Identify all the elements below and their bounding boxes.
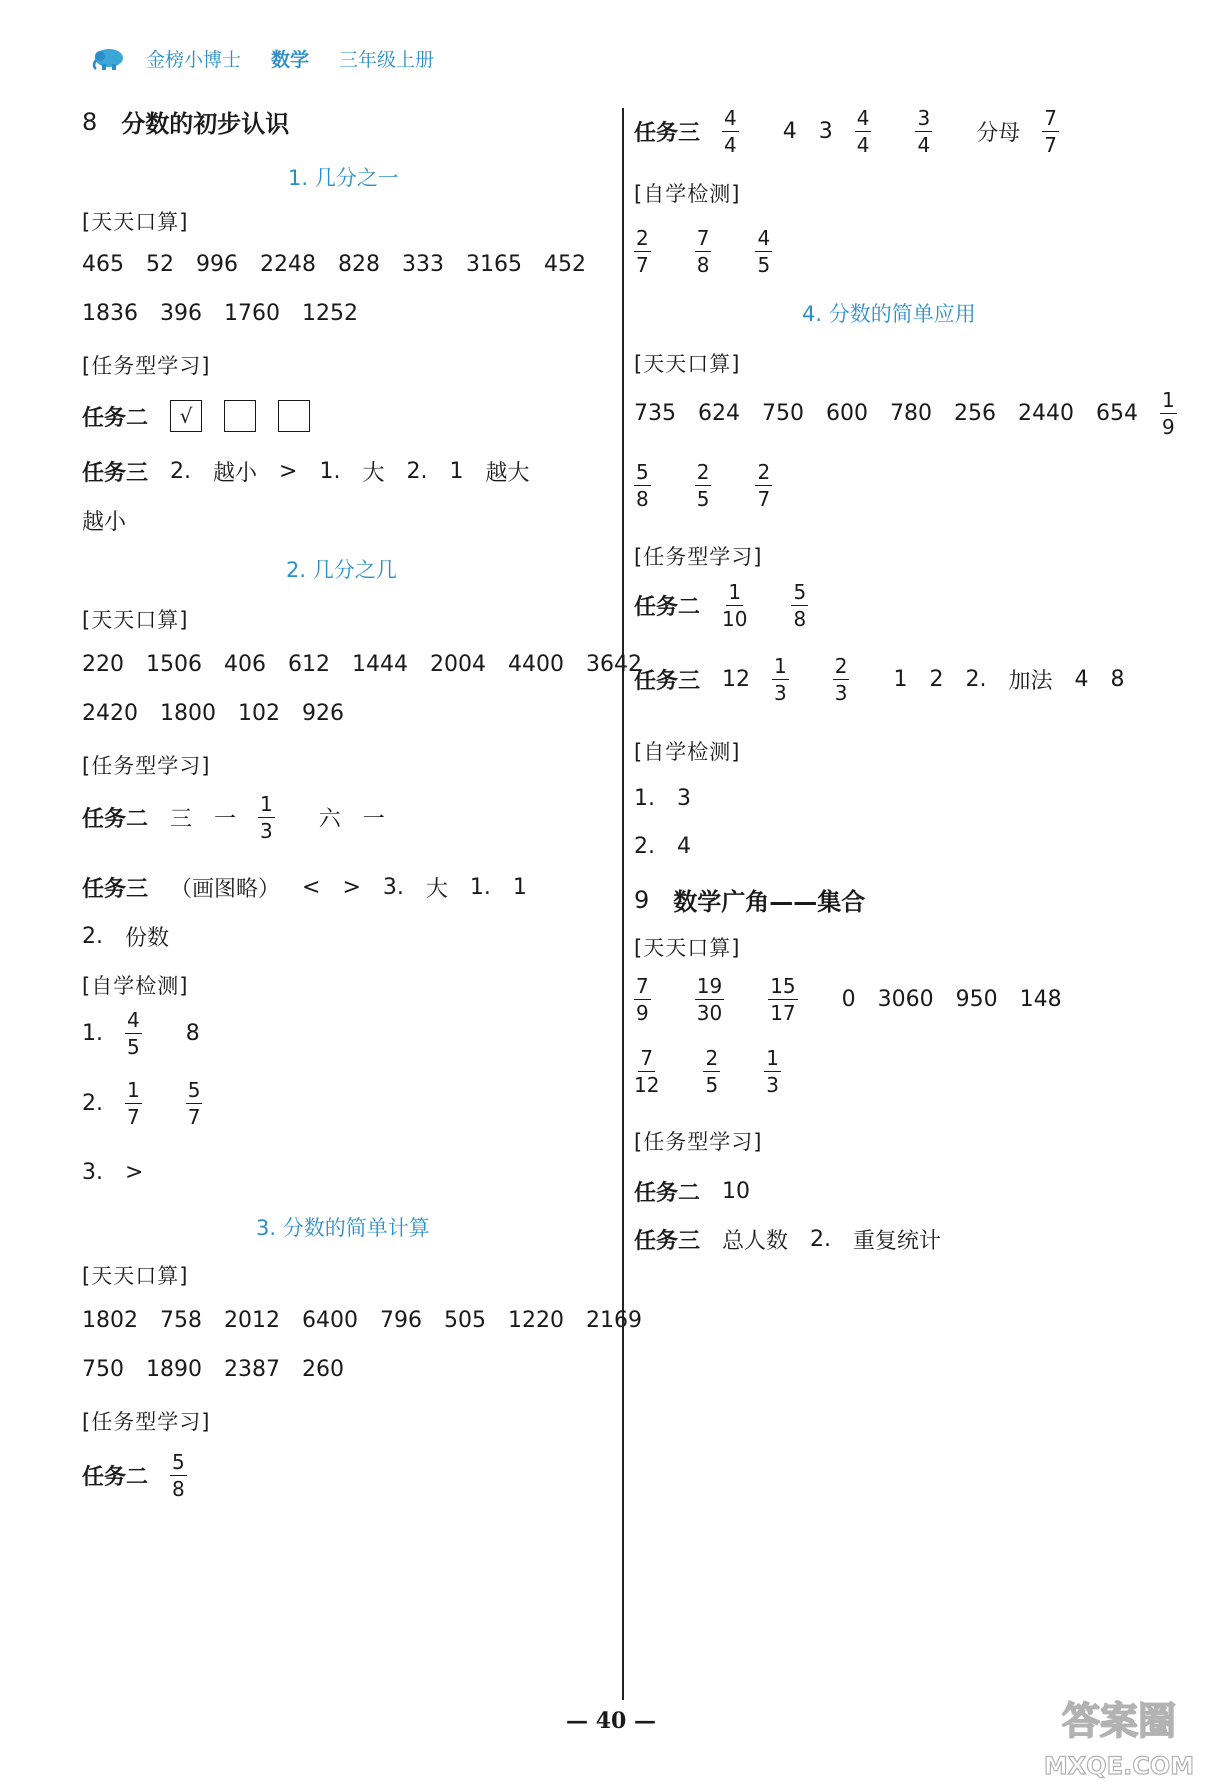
value-item: 505 [444,1308,486,1333]
value-item: 越大 [485,461,530,486]
section-title: 3. 分数的简单计算 [256,1216,430,1240]
subject: 数学 [271,48,310,71]
fraction: $\frac{1}{3}$ [260,792,273,843]
fraction: $\frac{5}{8}$ [793,580,807,631]
value-item: 102 [238,701,280,726]
tag-task-learning: [任务型学习] [82,754,211,778]
page-number: — 40 — [566,1708,656,1734]
task-row: 任务三 $\frac{4}{4}$ 4 3 $\frac{4}{4}$ $\frac{3}{4}$ 分母 $\frac{7}{7}$ [634,108,1103,155]
watermark-text: 答案圈 [1061,1699,1177,1743]
fraction: $\frac{2}{5}$ [705,1046,719,1097]
value-item: 大 [362,461,385,486]
grade: 三年级上册 [339,48,435,71]
value-item: 750 [82,1357,124,1382]
fraction: $\frac{7}{12}$ [634,1046,660,1097]
value-item: 2440 [1018,401,1074,426]
answer-row [634,462,816,509]
fraction: $\frac{1}{10}$ [722,580,748,631]
value-item: 2004 [430,652,486,677]
answer-row: 2. $\frac{1}{7}$ $\frac{5}{7}$ [82,1080,246,1127]
value-item: 1802 [82,1308,138,1333]
value-item: 1. [634,786,655,811]
fraction: $\frac{1}{7}$ [127,1078,140,1129]
tag-self-test: [自学检测] [634,740,741,764]
value-item: 52 [146,252,174,277]
answer-row [82,701,366,726]
value-item: 220 [82,652,124,677]
value-item: 406 [224,652,266,677]
section-title: 4. 分数的简单应用 [802,302,976,326]
value-item: 1220 [508,1308,564,1333]
value-item: 148 [1019,987,1062,1012]
task-row: 任务三 2. 越小 > 1. 大 2. 1 越大 [82,456,552,487]
tag-task-learning: [任务型学习] [82,354,211,378]
fraction: $\frac{2}{3}$ [834,654,848,705]
value-item: 4 [677,834,691,859]
answer-row [634,1048,825,1095]
value-item: 0 [841,987,856,1012]
chapter-heading: 9 数学广角——集合 [634,885,866,916]
value-item: 3. [382,875,404,900]
task-row: 任务二 $\frac{5}{8}$ [82,1452,231,1499]
task-row: 任务二 三 一 $\frac{1}{3}$ 六 一 [82,792,385,843]
fraction: $\frac{4}{4}$ [856,106,870,157]
task-row: 任务三 （画图略） < > 3. 大 1. 1 [82,872,549,903]
fraction: $\frac{15}{17}$ [770,974,796,1025]
value-item: 950 [955,987,998,1012]
answer-row [634,390,1221,437]
fraction: $\frac{4}{5}$ [127,1008,140,1059]
value-item: 654 [1096,401,1138,426]
answer-row [82,1357,366,1382]
fraction: $\frac{2}{7}$ [757,460,771,511]
tag-daily-calc: [天天口算] [82,1264,189,1288]
value-item: 796 [380,1308,422,1333]
value-item: 加法 [1008,669,1053,694]
value-item: 1252 [302,301,358,326]
fraction: $\frac{4}{5}$ [757,226,771,277]
fraction: $\frac{5}{8}$ [636,460,649,511]
value-item: 1444 [352,652,408,677]
value-item: 2 [929,667,944,692]
value-item: 份数 [125,926,170,951]
value-item: 465 [82,252,124,277]
value-item: 6400 [302,1308,358,1333]
task-row: 任务三 总人数 2. 重复统计 [634,1224,963,1255]
fraction: $\frac{19}{30}$ [696,974,723,1025]
value-item: 3 [677,786,691,811]
fraction: $\frac{4}{4}$ [724,106,737,157]
value-item: 大 [425,877,448,902]
value-item: 780 [890,401,932,426]
value-item: 828 [338,252,380,277]
task-row: 任务二 √ [82,400,332,432]
value-item: 总人数 [722,1229,789,1254]
value-item: 1760 [224,301,280,326]
value-item: 260 [302,1357,344,1382]
value-item: 600 [826,401,868,426]
column-divider [622,108,624,1700]
answer-row: 1. $\frac{4}{5}$ 8 [82,1008,200,1059]
value-item: 4400 [508,652,564,677]
value-item: < [302,875,321,900]
value-item: 2. [634,834,655,859]
answer-row: 3. > [82,1160,144,1185]
answer-row [82,301,380,326]
answer-row [634,834,713,859]
value-item: 越小 [213,461,258,486]
value-item: 2169 [586,1308,642,1333]
book-title: 金榜小博士 [146,48,242,71]
section-title: 2. 几分之几 [286,558,397,582]
value-item: > [279,459,298,484]
watermark-url: MXQE.COM [1044,1752,1194,1780]
section-title: 1. 几分之一 [288,166,399,190]
check-box: √ [170,400,202,432]
fraction: $\frac{7}{7}$ [1044,106,1057,157]
value-item: 996 [196,252,238,277]
value-item: 1 [893,667,908,692]
value-item: 256 [954,401,996,426]
value-item: 758 [160,1308,202,1333]
task-row-cont: 越小 [82,510,127,535]
value-item: 3165 [466,252,522,277]
tag-daily-calc: [天天口算] [82,608,189,632]
task-row: 任务三 12 $\frac{1}{3}$ $\frac{2}{3}$ 1 2 2. 加法 4 8 [634,654,1125,705]
tag-daily-calc: [天天口算] [634,936,741,960]
value-item: 2. [406,459,428,484]
tag-task-learning: [任务型学习] [82,1410,211,1434]
fraction: $\frac{7}{8}$ [696,226,710,277]
value-item: 2248 [260,252,316,277]
elephant-logo-icon [88,44,130,72]
tag-self-test: [自学检测] [634,182,741,206]
value-item: 2387 [224,1357,280,1382]
value-item: 612 [288,652,330,677]
tag-self-test: [自学检测] [82,974,189,998]
task-row: 任务二 $\frac{1}{10}$ $\frac{5}{8}$ [634,582,852,629]
value-item: 1890 [146,1357,202,1382]
tag-daily-calc: [天天口算] [634,352,741,376]
answer-row [634,976,1084,1023]
value-item: 2012 [224,1308,280,1333]
fraction: $\frac{5}{8}$ [172,1450,185,1501]
tag-task-learning: [任务型学习] [634,545,763,569]
value-item: 1. [319,459,341,484]
value-item: 396 [160,301,202,326]
value-item: > [342,875,361,900]
answer-row [82,252,608,277]
answer-row [82,652,664,677]
value-item: 1800 [160,701,216,726]
fraction: $\frac{2}{5}$ [696,460,710,511]
chapter-heading: 8 分数的初步认识 [82,107,290,138]
value-item: 2. [810,1227,832,1252]
fraction: $\frac{1}{3}$ [766,1046,779,1097]
value-item: 1. [469,875,491,900]
task-row: 任务二 10 [634,1179,751,1206]
value-item: 重复统计 [853,1229,942,1254]
page-header [88,44,434,72]
value-item: 735 [634,401,676,426]
answer-row [634,786,713,811]
fraction: $\frac{5}{7}$ [187,1078,201,1129]
value-item: 750 [762,401,804,426]
value-item: 1836 [82,301,138,326]
value-item: 1 [449,459,464,484]
fraction: $\frac{1}{9}$ [1162,388,1175,439]
value-item: 3060 [877,987,934,1012]
fraction: $\frac{7}{9}$ [636,974,649,1025]
value-item: 452 [544,252,586,277]
value-item: 8 [1110,667,1125,692]
tag-task-learning: [任务型学习] [634,1130,763,1154]
value-item: 2. [170,459,192,484]
value-item: 2. [82,924,103,949]
answer-row [634,228,816,275]
value-item: 1 [512,875,527,900]
check-box [278,400,310,432]
fraction: $\frac{1}{3}$ [774,654,787,705]
value-item: 3642 [586,652,642,677]
check-box [224,400,256,432]
value-item: 333 [402,252,444,277]
tag-daily-calc: [天天口算] [82,210,189,234]
value-item: 4 [1074,667,1089,692]
watermark-logo [1044,1692,1194,1784]
value-item: 2420 [82,701,138,726]
value-item: 2. [965,667,987,692]
value-item: （画图略） [170,877,281,902]
value-item: 1506 [146,652,202,677]
task-row-cont [82,921,191,952]
fraction: $\frac{3}{4}$ [917,106,931,157]
fraction: $\frac{2}{7}$ [636,226,649,277]
answer-row [82,1308,664,1333]
value-item: 624 [698,401,740,426]
value-item: 926 [302,701,344,726]
